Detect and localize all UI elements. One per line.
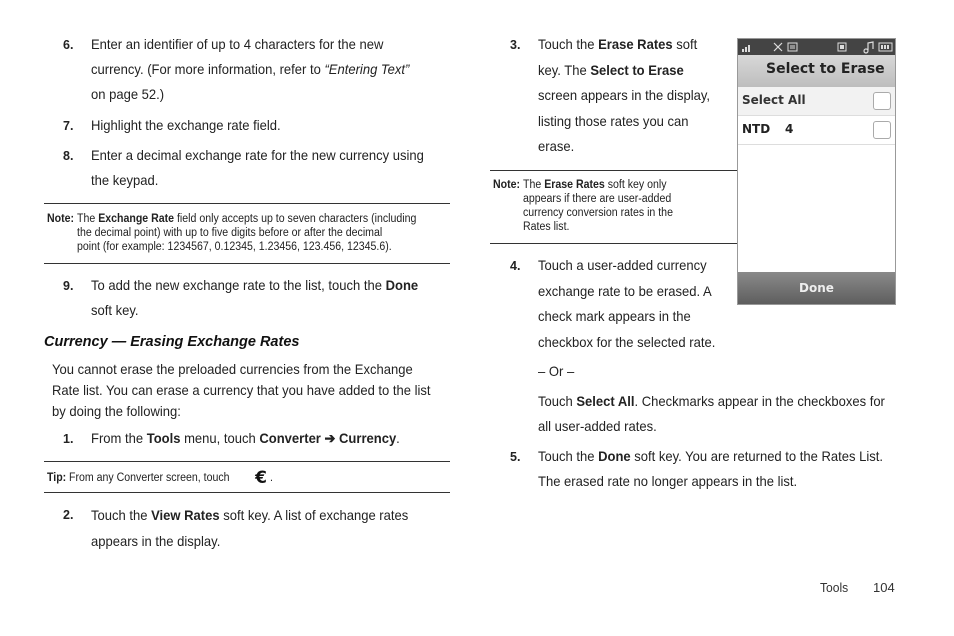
divider [490,243,737,244]
step-text: Enter a decimal exchange rate for the new currency using the keypad. [91,147,424,188]
status-bar [738,39,895,55]
divider [490,170,737,171]
step-number: 2. [63,508,74,522]
footer-section: Tools [820,580,849,595]
note-label: Note: [493,179,521,191]
tip-text: From any Converter screen, touch [69,472,230,484]
select-all-instruction: Touch Select All. Checkmarks appear in the checkboxes for all user-added rates. [538,393,885,434]
message-icon [788,43,797,51]
rate-row[interactable] [738,116,895,145]
step-number: 5. [510,450,521,464]
divider [44,461,450,462]
step-number: 7. [63,119,74,133]
softkey-bar [738,272,895,304]
step-text: Highlight the exchange rate field. [91,117,281,133]
or-separator: – Or – [538,363,575,379]
phone-screenshot [737,38,896,305]
step-text: Touch the Done soft key. You are returned to the Rates List. The erased rate no longer appears in the list. [538,448,884,489]
note-text: The Erase Rates soft key only appears if there are user-added currency conversion rates in the Rates list. [523,179,673,233]
battery-icon [879,43,892,51]
step-text: Enter an identifier of up to 4 characters for the new currency. (For more information, refer to “Entering Text” on page 52.) [91,36,410,102]
screen-title: Select to Erase [766,61,885,77]
page-number: 104 [873,580,895,595]
step-number: 6. [63,38,74,52]
divider [44,263,450,264]
step-text: Touch the View Rates soft key. A list of exchange rates appears in the display. [91,507,409,549]
tip-label: Tip: [47,472,67,484]
step-text: Touch a user-added currency exchange rate to be erased. A check mark appears in the checkbox for the selected rate. [538,257,716,350]
step-number: 1. [63,432,74,446]
step-text: Touch the Erase Rates soft key. The Select to Erase screen appears in the display, listing those rates you can erase. [538,36,711,154]
divider [44,203,450,204]
currency-code: NTD [742,122,771,136]
select-all-checkbox[interactable] [873,92,891,110]
svg-text:€: € [255,468,267,487]
music-icon [864,42,873,53]
intro-paragraph: You cannot erase the preloaded currencies from the Exchange Rate list. You can erase a currency that you have added to the list by doing the following: [52,361,431,419]
section-heading: Currency — Erasing Exchange Rates [44,334,300,350]
step-text: From the Tools menu, touch Converter ➔ Currency. [91,430,400,446]
step-text: To add the new exchange rate to the list, touch the Done soft key. [91,277,419,318]
step-number: 8. [63,149,74,163]
note-label: Note: [47,213,75,225]
select-all-label: Select All [742,93,806,107]
euro-converter-icon [251,467,271,487]
select-all-row[interactable] [738,87,895,116]
network-icon [774,43,782,51]
currency-rate: 4 [785,122,794,136]
cross-reference-link[interactable]: “Entering Text” [324,61,410,77]
rate-checkbox[interactable] [873,121,891,139]
tip-end: . [270,472,273,484]
note-text: The Exchange Rate field only accepts up to seven characters (including the decimal point) with up to five digits before or after the decimal point (for example: 1234567, 0.12345, 1.23456, 123.456, 12345.6). [77,213,417,253]
signal-icon [742,45,750,52]
step-number: 4. [510,259,521,273]
memory-icon [838,43,846,51]
step-number: 9. [63,279,74,293]
step-number: 3. [510,38,521,52]
screen-title-bar [738,55,895,87]
divider [44,492,450,493]
done-softkey[interactable]: Done [799,281,834,295]
